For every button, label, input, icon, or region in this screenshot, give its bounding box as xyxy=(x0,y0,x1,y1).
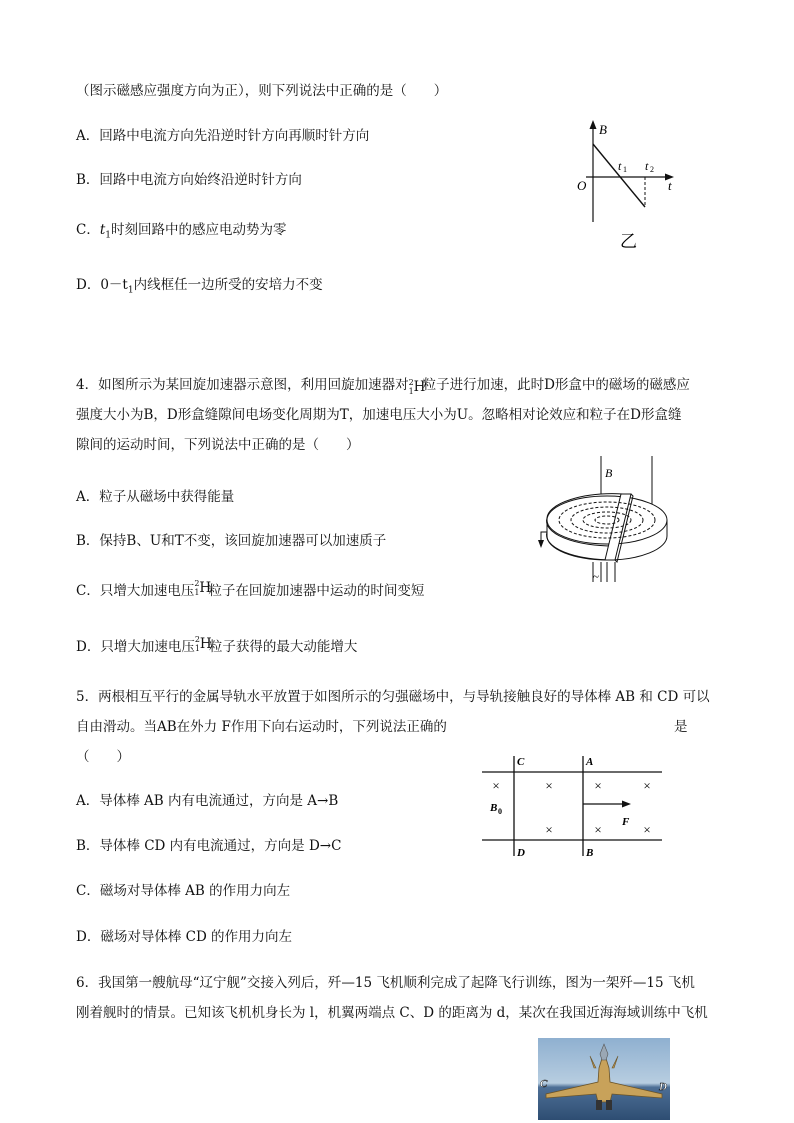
q6-stem-line2: 刚着舰时的情景。已知该飞机机身长为 l，机翼两端点 C、D 的距离为 d，某次在我国近海海域训练中飞机 xyxy=(76,1005,708,1021)
q6-jet-nozzle-left xyxy=(596,1100,602,1110)
q3-option-a: A．回路中电流方向先沿逆时针方向再顺时针方向 xyxy=(76,128,370,144)
q3-y-label: B xyxy=(599,122,607,137)
q3-option-d-sub: 1 xyxy=(127,285,134,296)
q6-label-d: D xyxy=(659,1081,667,1093)
q4-option-c-nuclide-symbol: H xyxy=(199,580,212,596)
q6-label-c: C xyxy=(540,1078,548,1090)
q3-option-c xyxy=(76,220,287,246)
q3-option-b: B．回路中电流方向始终沿逆时针方向 xyxy=(76,172,302,188)
q3-y-arrow-icon xyxy=(590,120,597,129)
q3-t2-sub: 2 xyxy=(650,165,654,174)
q5-stem-line2-a: 自由滑动。当AB在外力 F作用下向右运动时，下列说法正确的 xyxy=(76,719,447,735)
q5-stem-line3: （ ） xyxy=(76,749,130,765)
q3-option-d-rest: 内线框任一边所受的安培力不变 xyxy=(133,277,323,293)
q4-stem xyxy=(76,370,726,460)
q4-option-d xyxy=(76,637,357,657)
q4-option-a: A．粒子从磁场中获得能量 xyxy=(76,489,235,505)
q3-bt-graph xyxy=(570,120,680,250)
q6-jet-nozzle-right xyxy=(606,1100,612,1110)
q5-cross-4: × xyxy=(643,778,651,793)
q3-option-c-var: t xyxy=(99,222,106,238)
q4-stem-line1-b: 粒子进行加速，此时D形盒中的磁场的磁感应 xyxy=(422,377,690,393)
q5-label-b: B xyxy=(586,847,594,859)
q4-option-d-b: 粒子获得的最大动能增大 xyxy=(208,639,358,655)
q4-option-c-nuclide xyxy=(194,579,212,597)
q3-x-label: t xyxy=(668,178,672,193)
q5-option-c: C．磁场对导体棒 AB 的作用力向左 xyxy=(76,883,291,899)
q3-option-d xyxy=(76,275,323,301)
q5-label-b0-sub: 0 xyxy=(498,807,502,816)
q4-option-d-nuclide-mass: 2 xyxy=(194,635,200,644)
q4-stem-line1-a: 4．如图所示为某回旋加速器示意图，利用回旋加速器对 xyxy=(76,377,409,393)
q5-label-b0: B xyxy=(490,802,498,814)
q5-stem-line1: 5．两根相互平行的金属导轨水平放置于如图所示的匀强磁场中，与导轨接触良好的导体棒 AB 和 CD 可以 xyxy=(76,689,710,705)
q4-b-label: B xyxy=(605,466,613,480)
q4-option-c-nuclide-charge: 1 xyxy=(194,588,200,597)
q4-stem-line3: 隙间的运动时间，下列说法中正确的是（ ） xyxy=(76,437,360,453)
q4-option-d-nuclide xyxy=(194,635,212,653)
q5-option-a: A．导体棒 AB 内有电流通过，方向是 A→B xyxy=(76,793,339,809)
q5-label-f: F xyxy=(622,816,630,828)
q5-option-b: B．导体棒 CD 内有电流通过，方向是 D→C xyxy=(76,838,342,854)
q3-t1-sub: 1 xyxy=(623,165,627,174)
q5-label-a: A xyxy=(586,756,594,768)
q6-stem-line1: 6．我国第一艘航母“辽宁舰”交接入列后，歼—15 飞机顺利完成了起降飞行训练，图为一架歼—15 飞机 xyxy=(76,975,695,991)
q4-nuclide xyxy=(408,376,426,396)
q5-option-d: D．磁场对导体棒 CD 的作用力向左 xyxy=(76,929,293,945)
q5-cross-3: × xyxy=(594,778,602,793)
q6-jet-photo xyxy=(538,1038,670,1120)
q3-t2-label: t xyxy=(645,159,649,173)
q3-b-line xyxy=(593,144,645,207)
q4-option-c xyxy=(76,581,424,601)
q3-origin-label: O xyxy=(577,178,587,193)
q4-option-b: B．保持B、U和T不变，该回旋加速器可以加速质子 xyxy=(76,533,387,549)
q4-stem-line2: 强度大小为B，D形盒缝隙间电场变化周期为T，加速电压大小为U。忽略相对论效应和粒子在D形盒缝 xyxy=(76,407,682,423)
q5-stem-line2-b: 是 xyxy=(674,719,688,735)
q4-ac-symbol: ~ xyxy=(593,571,599,583)
q4-option-d-nuclide-symbol: H xyxy=(199,636,212,652)
q3-option-c-rest: 时刻回路中的感应电动势为零 xyxy=(111,222,287,238)
q5-cross-7: × xyxy=(643,822,651,837)
q5-label-d: D xyxy=(517,847,525,859)
q5-cross-6: × xyxy=(594,822,602,837)
q5-cross-1: × xyxy=(492,778,500,793)
q5-cross-5: × xyxy=(545,822,553,837)
q3-option-c-sub: 1 xyxy=(105,230,112,241)
q3-option-c-prefix: C． xyxy=(76,222,100,238)
q4-option-d-nuclide-charge: 1 xyxy=(194,644,200,653)
q3-graph-caption: 乙 xyxy=(620,232,637,251)
q4-option-c-a: C．只增大加速电压 xyxy=(76,583,195,599)
q3-option-d-prefix: D． xyxy=(76,277,101,293)
q5-cross-2: × xyxy=(545,778,553,793)
q4-nuclide-charge: 1 xyxy=(408,387,414,396)
q3-stem-tail: （图示磁感应强度方向为正），则下列说法中正确的是（ ） xyxy=(76,83,448,99)
q4-option-d-a: D．只增大加速电压 xyxy=(76,639,195,655)
q5-label-c: C xyxy=(517,756,525,768)
q4-cyclotron-figure xyxy=(535,452,695,587)
q4-option-c-b: 粒子在回旋加速器中运动的时间变短 xyxy=(208,583,425,599)
q3-t1-label: t xyxy=(618,159,622,173)
q4-nuclide-symbol: H xyxy=(413,379,426,395)
q4-nuclide-mass: 2 xyxy=(408,378,414,387)
q5-rails-figure xyxy=(482,752,662,857)
q3-option-d-range: 0－t xyxy=(100,277,128,293)
q5-force-arrow-icon xyxy=(622,801,631,808)
q4-exit-arrow-icon xyxy=(538,540,544,548)
q4-option-c-nuclide-mass: 2 xyxy=(194,579,200,588)
q4-dee-top xyxy=(547,496,667,544)
